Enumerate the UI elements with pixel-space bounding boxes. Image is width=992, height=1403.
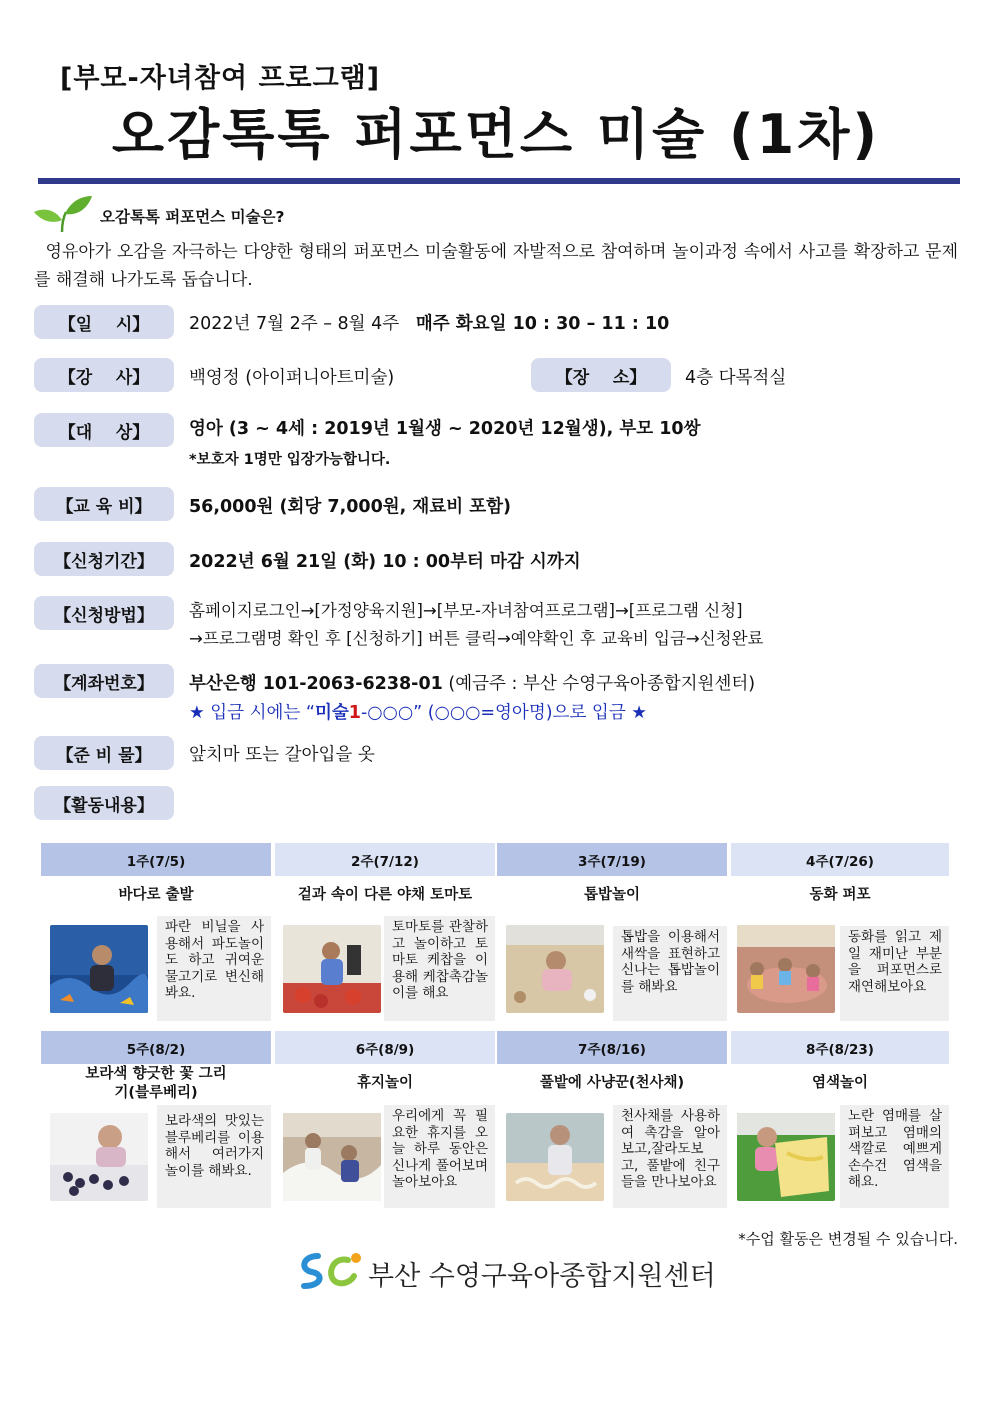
method-line-2: →프로그램명 확인 후 [신청하기] 버튼 클릭→예약확인 후 교육비 입금→신청완료 bbox=[189, 629, 764, 648]
intro-heading: 오감톡톡 퍼포먼스 미술은? bbox=[100, 208, 285, 226]
label-account: 【계좌번호】 bbox=[34, 664, 174, 698]
label-schedule: 【일 시】 bbox=[34, 305, 174, 339]
activity-photo bbox=[50, 925, 148, 1013]
activity-title: 보라색 향긋한 꽃 그리기(블루베리) bbox=[85, 1066, 227, 1101]
intro-text: 영유아가 오감을 자극하는 다양한 형태의 퍼포먼스 미술활동에 자발적으로 참여하며 놀이과정 속에서 사고를 확장하고 문제를 해결해 나가도록 돕습니다. bbox=[34, 242, 958, 290]
week-header: 7주(8/16) bbox=[497, 1031, 727, 1064]
program-category: [부모-자녀참여 프로그램] bbox=[60, 63, 381, 94]
activity-description: 우리에게 꼭 필요한 휴지를 오늘 하루 동안은 신나게 풀어보며 놀아보아요 bbox=[384, 1105, 495, 1208]
activity-title: 동화 퍼포 bbox=[809, 887, 871, 903]
activity-description: 파란 비닐을 사용해서 파도놀이도 하고 귀여운 물고기로 변신해봐요. bbox=[157, 916, 271, 1021]
schedule-value: 2022년 7월 2주 – 8월 4주 매주 화요일 10 : 30 – 11 : 10 bbox=[189, 314, 670, 334]
activity-description: 톱밥을 이용해서 새싹을 표현하고 신나는 톱밥놀이를 해봐요 bbox=[613, 926, 727, 1021]
target-value: 영아 (3 ~ 4세 : 2019년 1월생 ~ 2020년 12월생), 부모 10쌍 bbox=[189, 419, 701, 439]
week-header: 8주(8/23) bbox=[731, 1031, 949, 1064]
deposit-note: ★ 입금 시에는 “미술1-○○○” (○○○=영아명)으로 입금 ★ bbox=[189, 703, 647, 723]
activity-photo bbox=[50, 1113, 148, 1201]
activity-title: 풀밭에 사냥꾼(천사채) bbox=[539, 1075, 685, 1091]
activity-description: 천사채를 사용하여 촉감을 알아보고,잘라도보고, 풀밭에 친구들을 만나보아요 bbox=[613, 1105, 727, 1208]
week-header: 4주(7/26) bbox=[731, 843, 949, 876]
label-place: 【장 소】 bbox=[531, 358, 671, 392]
org-name: 부산 수영구육아종합지원센터 bbox=[368, 1261, 716, 1292]
title-divider bbox=[38, 178, 960, 184]
page-title: 오감톡톡 퍼포먼스 미술 (1차) bbox=[111, 103, 881, 166]
week-header: 1주(7/5) bbox=[41, 843, 271, 876]
activity-title: 겉과 속이 다른 야채 토마토 bbox=[297, 887, 473, 903]
activity-description: 동화를 읽고 제일 재미난 부분을 퍼포먼스로 재연해보아요 bbox=[840, 926, 949, 1021]
activity-photo bbox=[283, 1113, 381, 1201]
fee-value: 56,000원 (회당 7,000원, 재료비 포함) bbox=[189, 497, 512, 517]
place-value: 4층 다목적실 bbox=[685, 368, 787, 388]
week-header: 3주(7/19) bbox=[497, 843, 727, 876]
org-logo-icon bbox=[296, 1250, 364, 1292]
sprout-icon bbox=[32, 194, 94, 234]
activity-photo bbox=[506, 925, 604, 1013]
label-instructor: 【강 사】 bbox=[34, 358, 174, 392]
instructor-value: 백영정 (아이퍼니아트미술) bbox=[189, 368, 395, 388]
week-header: 6주(8/9) bbox=[275, 1031, 495, 1064]
activity-photo bbox=[737, 925, 835, 1013]
week-header: 2주(7/12) bbox=[275, 843, 495, 876]
activity-title: 바다로 출발 bbox=[118, 887, 194, 903]
activity-title: 염색놀이 bbox=[811, 1075, 869, 1091]
label-method: 【신청방법】 bbox=[34, 596, 174, 630]
activity-title: 휴지놀이 bbox=[356, 1075, 414, 1091]
activity-photo bbox=[737, 1113, 835, 1201]
activity-photo bbox=[283, 925, 381, 1013]
activity-description: 토마토를 관찰하고 놀이하고 토마토 케찹을 이용해 케찹촉감놀이를 해요 bbox=[384, 916, 495, 1021]
activity-description: 보라색의 맛있는 블루베리를 이용해서 여러가지 놀이를 해봐요. bbox=[157, 1105, 271, 1208]
account-value: 부산은행 101-2063-6238-01 (예금주 : 부산 수영구육아종합지원센터) bbox=[189, 674, 756, 694]
label-period: 【신청기간】 bbox=[34, 542, 174, 576]
activity-title: 톱밥놀이 bbox=[583, 887, 641, 903]
org-logo bbox=[296, 1250, 716, 1292]
label-materials: 【준 비 물】 bbox=[34, 736, 174, 770]
label-target: 【대 상】 bbox=[34, 413, 174, 447]
period-value: 2022년 6월 21일 (화) 10 : 00부터 마감 시까지 bbox=[189, 552, 581, 572]
change-notice: *수업 활동은 변경될 수 있습니다. bbox=[738, 1230, 958, 1248]
method-line-1: 홈페이지로그인→[가정양육지원]→[부모-자녀참여프로그램]→[프로그램 신청] bbox=[189, 601, 743, 620]
materials-value: 앞치마 또는 갈아입을 옷 bbox=[189, 745, 375, 765]
target-note: *보호자 1명만 입장가능합니다. bbox=[189, 452, 391, 468]
label-fee: 【교 육 비】 bbox=[34, 487, 174, 521]
week-header: 5주(8/2) bbox=[41, 1031, 271, 1064]
label-activities: 【활동내용】 bbox=[34, 786, 174, 820]
activity-photo bbox=[506, 1113, 604, 1201]
activity-description: 노란 염매를 살펴보고 염매의 색깔로 예쁘게 손수건 염색을 해요. bbox=[840, 1105, 949, 1208]
